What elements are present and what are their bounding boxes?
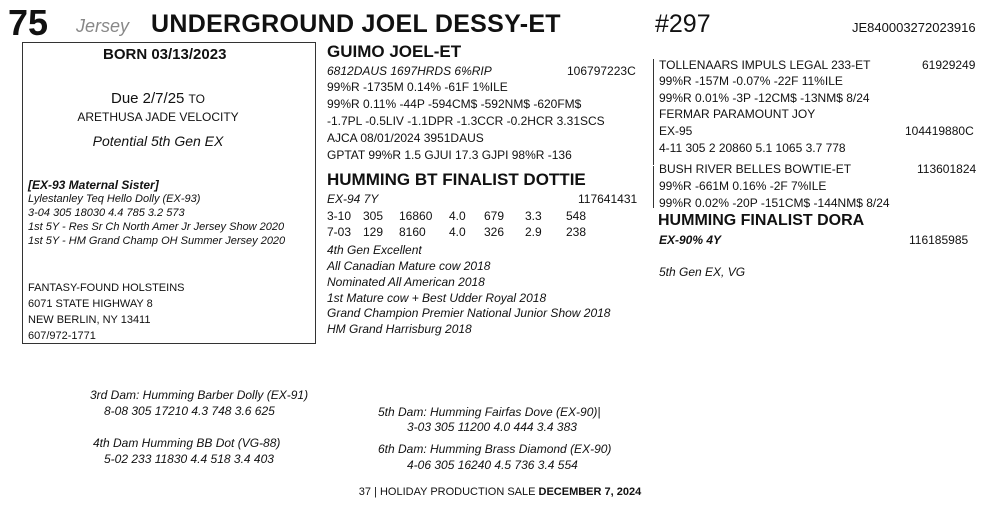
record-cell: 326 [484,225,505,239]
record-cell: 4.0 [449,225,466,239]
sister-title: [EX-93 Maternal Sister] [28,178,159,192]
third-dam-name: 3rd Dam: Humming Barber Dolly (EX-91) [90,388,309,402]
record-cell: 7-03 [327,225,352,239]
sire-sire-line: 99%R 0.01% -3P -12CM$ -13NM$ 8/24 [659,91,870,105]
record-cell: 4.0 [449,209,466,223]
catalog-number: #297 [655,10,711,38]
sire-sire-reg: 61929249 [922,58,976,72]
sire-bracket-line [653,59,654,165]
sire-sire-name: TOLLENAARS IMPULS LEGAL 233-ET [659,58,871,72]
record-cell: 129 [363,225,384,239]
dam-note: Grand Champion Premier National Junior Show 2018 [327,306,611,320]
sister-line: 3-04 305 18030 4.4 785 3.2 573 [28,207,185,219]
record-cell: 679 [484,209,505,223]
record-cell: 305 [363,209,384,223]
dam-dam-note: 5th Gen EX, VG [659,265,746,279]
record-cell: 3.3 [525,209,542,223]
record-cell: 16860 [399,209,433,223]
dam-note: Nominated All American 2018 [327,275,485,289]
sire-name: GUIMO JOEL-ET [327,42,462,61]
sire-line: 99%R -1735M 0.14% -61F 1%ILE [327,80,508,94]
sire-line: 99%R 0.11% -44P -594CM$ -592NM$ -620FM$ [327,97,582,111]
sire-line: AJCA 08/01/2024 3951DAUS [327,131,484,145]
page-number: 37 [358,486,371,498]
sixth-dam-record: 4-06 305 16240 4.5 736 3.4 554 [407,458,578,472]
dam-dam-name: HUMMING FINALIST DORA [658,212,865,229]
sire-reg: 106797223C [567,64,636,78]
sale-date: DECEMBER 7, 2024 [538,486,642,498]
dam-sire-reg: 113601824 [917,162,977,176]
footer-separator: | [374,486,377,498]
record-cell: 8160 [399,225,426,239]
born-date: BORN 03/13/2023 [103,46,227,63]
record-cell: 2.9 [525,225,542,239]
sire-dam-class: EX-95 [659,124,693,138]
due-date [0,90,316,107]
sire-sire-line: 99%R -157M -0.07% -22F 11%ILE [659,74,843,88]
page-footer [0,486,1000,498]
record-cell: 238 [566,225,587,239]
sire-dam-name: FERMAR PARAMOUNT JOY [659,107,816,121]
dam-sire-line: 99%R -661M 0.16% -2F 7%ILE [659,179,827,193]
third-dam-record: 8-08 305 17210 4.3 748 3.6 625 [104,404,275,418]
sire-detail: 6812DAUS 1697HRDS 6%RIP [327,64,492,78]
sister-line: 1st 5Y - Res Sr Ch North Amer Jr Jersey Show 2020 [28,221,285,233]
breed-label: Jersey [76,16,130,36]
sixth-dam-name: 6th Dam: Humming Brass Diamond (EX-90) [378,442,612,456]
sire-line: -1.7PL -0.5LIV -1.1DPR -1.3CCR -0.2HCR 3.31SCS [327,114,605,128]
sire-dam-reg: 104419880C [905,124,974,138]
dam-sire-name: BUSH RIVER BELLES BOWTIE-ET [659,162,852,176]
fourth-dam-name: 4th Dam Humming BB Dot (VG-88) [93,436,281,450]
consignor-line: FANTASY-FOUND HOLSTEINS [28,282,185,294]
potential-text: Potential 5th Gen EX [92,133,224,149]
record-cell: 3-10 [327,209,352,223]
dam-sire-line: 99%R 0.02% -20P -151CM$ -144NM$ 8/24 [659,196,890,210]
dam-note: 4th Gen Excellent [327,243,422,257]
sire-line: GPTAT 99%R 1.5 GJUI 17.3 GJPI 98%R -136 [327,148,572,162]
fifth-dam-record: 3-03 305 11200 4.0 444 3.4 383 [407,420,577,434]
consignor-line: 6071 STATE HIGHWAY 8 [28,298,153,310]
dam-dam-reg: 116185985 [909,233,969,247]
due-to: TO [188,92,205,106]
sister-line: Lylestanley Teq Hello Dolly (EX-93) [28,193,201,205]
fourth-dam-record: 5-02 233 11830 4.4 518 3.4 403 [104,452,274,466]
dam-dam-class: EX-90% 4Y [659,233,722,247]
record-cell: 548 [566,209,587,223]
registration-id: JE840003272023916 [852,20,976,35]
animal-name: UNDERGROUND JOEL DESSY-ET [151,10,561,38]
sale-name: HOLIDAY PRODUCTION SALE [379,486,536,498]
dam-name: HUMMING BT FINALIST DOTTIE [327,170,586,189]
dam-bracket-line [653,166,654,208]
dam-class: EX-94 7Y [327,192,379,206]
fifth-dam-name: 5th Dam: Humming Fairfas Dove (EX-90)| [378,405,601,419]
dam-reg: 117641431 [578,192,638,206]
sister-line: 1st 5Y - HM Grand Champ OH Summer Jersey 2020 [28,235,286,247]
lot-number: 75 [8,2,49,43]
due-label: Due 2/7/25 [110,90,185,107]
sire-dam-record: 4-11 305 2 20860 5.1 1065 3.7 778 [659,141,846,155]
dam-note: 1st Mature cow + Best Udder Royal 2018 [327,291,547,305]
due-sire: ARETHUSA JADE VELOCITY [77,110,239,124]
dam-note: All Canadian Mature cow 2018 [327,259,491,273]
consignor-line: NEW BERLIN, NY 13411 [28,314,151,326]
dam-note: HM Grand Harrisburg 2018 [327,322,472,336]
consignor-line: 607/972-1771 [28,330,96,342]
